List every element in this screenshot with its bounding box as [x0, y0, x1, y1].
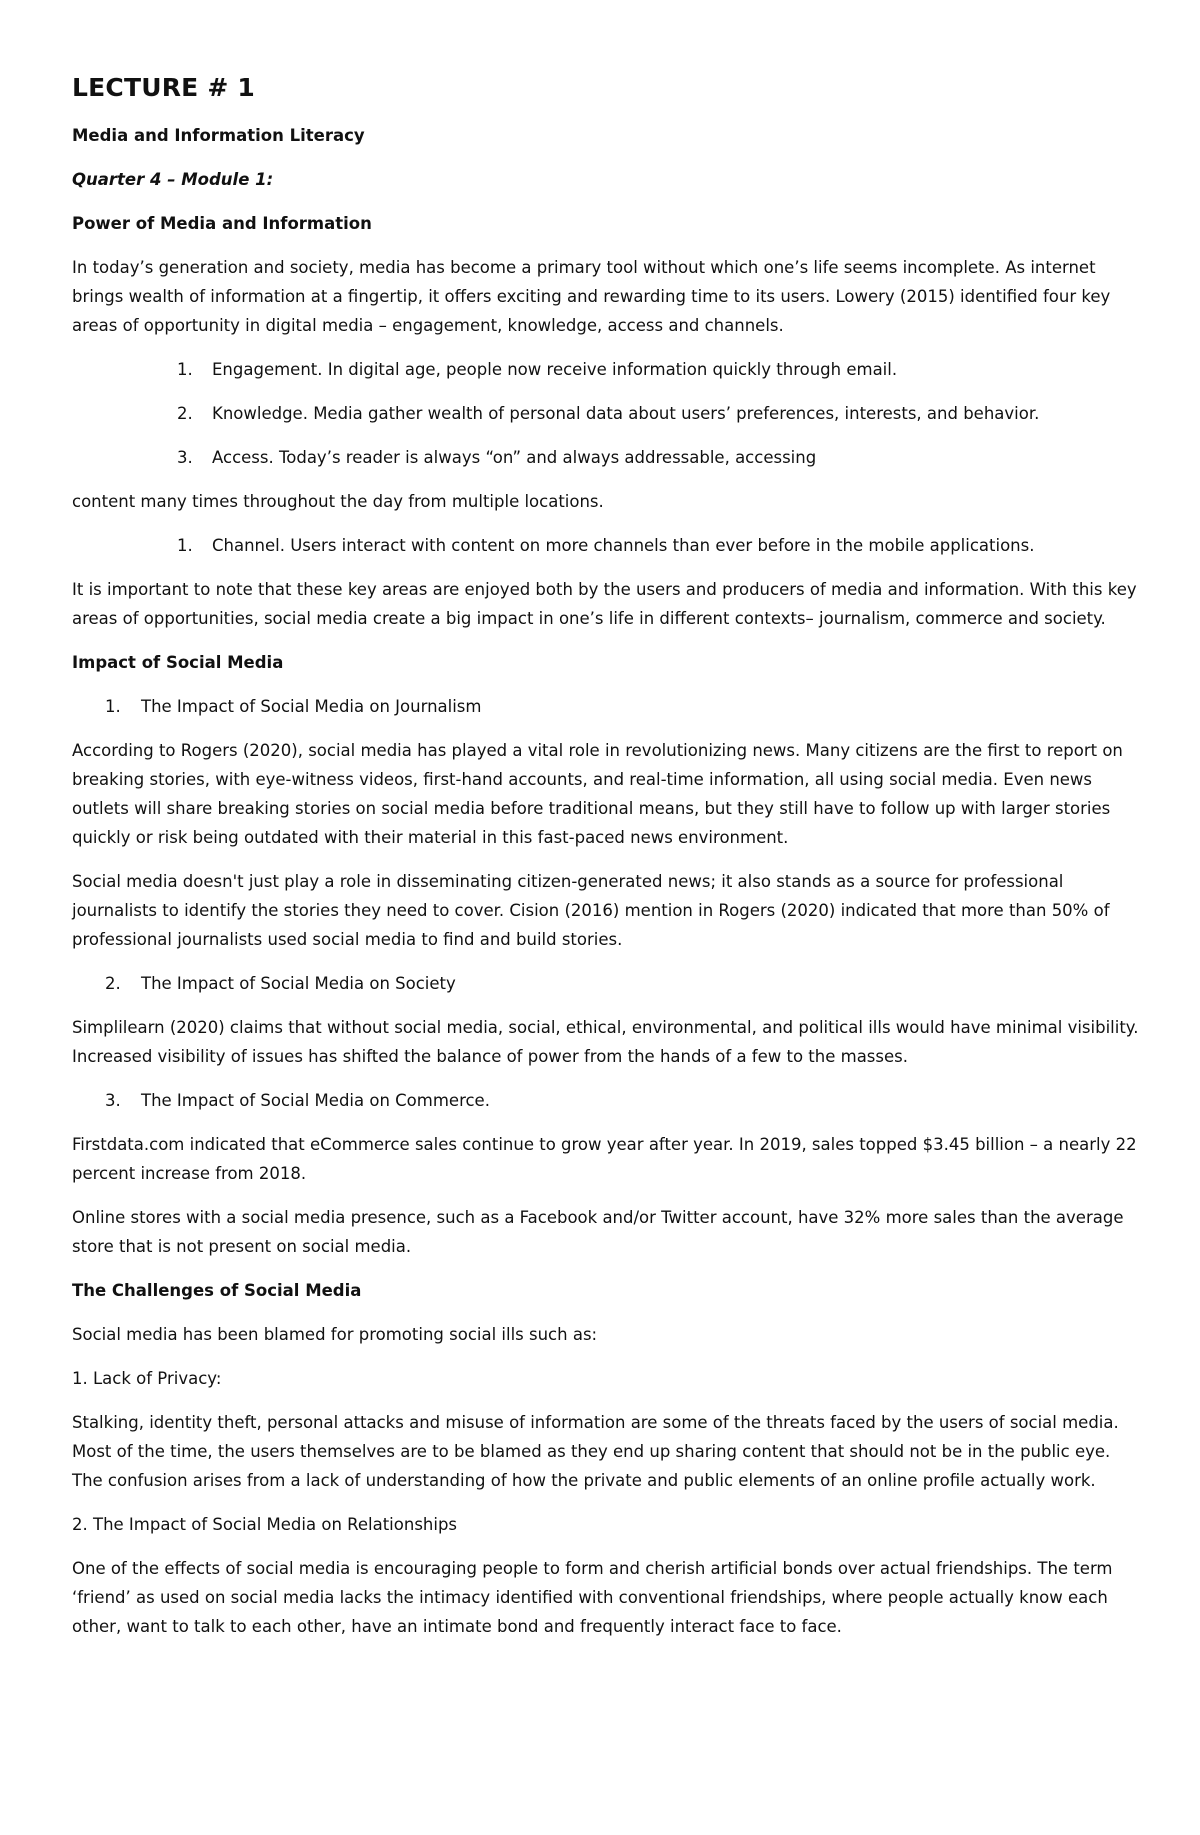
relationships-paragraph: One of the effects of social media is encouraging people to form and cherish artificial bonds over actual friendships. The term ‘friend’ as used on social media lacks the intimacy identified with conventional friendships, where people actually know each other, want to talk to each other, have an intimate bond and frequently interact face to face. — [72, 1559, 1113, 1636]
list-item-text: Engagement. In digital age, people now receive information quickly through email. — [212, 360, 898, 379]
list-number: 1. — [177, 536, 193, 555]
lecture-title: LECTURE # 1 — [72, 73, 255, 102]
list-item-engagement — [72, 355, 1140, 384]
commerce-paragraph-2: Online stores with a social media presence, such as a Facebook and/or Twitter account, have 32% more sales than the average store that is not present on social media. — [72, 1208, 1124, 1256]
list-number: 1. — [105, 697, 121, 716]
list-number: 1. — [177, 360, 193, 379]
list-item-channel — [72, 531, 1140, 560]
journalism-subheading — [72, 692, 1140, 721]
list-item-text: Channel. Users interact with content on more channels than ever before in the mobile applications. — [212, 536, 1035, 555]
course-title: Media and Information Literacy — [72, 126, 365, 145]
intro-paragraph: In today’s generation and society, media has become a primary tool without which one’s life seems incomplete. As internet brings wealth of information at a fingertip, it offers exciting and rewarding time to its users. Lowery (2015) identified four key areas of opportunity in digital media – engagement, knowledge, access and channels. — [72, 258, 1111, 335]
subheading-text: The Impact of Social Media on Commerce. — [141, 1091, 490, 1110]
commerce-paragraph-1: Firstdata.com indicated that eCommerce sales continue to grow year after year. In 2019, sales topped $3.45 billion – a nearly 22 percent increase from 2018. — [72, 1135, 1137, 1183]
society-paragraph: Simplilearn (2020) claims that without social media, social, ethical, environmental, and political ills would have minimal visibility. Increased visibility of issues has shifted the balance of power from the hands of a few to the masses. — [72, 1018, 1139, 1066]
list-number: 2. — [177, 404, 193, 423]
module-label: Quarter 4 – Module 1: — [72, 170, 274, 189]
challenges-intro: Social media has been blamed for promoting social ills such as: — [72, 1325, 598, 1344]
key-areas-paragraph: It is important to note that these key areas are enjoyed both by the users and producers of media and information. With this key areas of opportunities, social media create a big impact in one’s life in different contexts– journalism, commerce and society. — [72, 580, 1137, 628]
society-subheading — [72, 969, 1140, 998]
list-item-text: Access. Today’s reader is always “on” and always addressable, accessing — [212, 448, 817, 467]
privacy-subheading: 1. Lack of Privacy: — [72, 1369, 222, 1388]
challenges-heading: The Challenges of Social Media — [72, 1281, 362, 1300]
subheading-text: The Impact of Social Media on Society — [141, 974, 456, 993]
subheading-text: The Impact of Social Media on Journalism — [141, 697, 482, 716]
list-item-knowledge — [72, 399, 1140, 428]
list-number: 3. — [105, 1091, 121, 1110]
list-item-text: Knowledge. Media gather wealth of personal data about users’ preferences, interests, and behavior. — [212, 404, 1040, 423]
impact-heading: Impact of Social Media — [72, 653, 284, 672]
journalism-paragraph-2: Social media doesn't just play a role in disseminating citizen-generated news; it also stands as a source for professional journalists to identify the stories they need to cover. Cision (2016) mention in Rogers (2020) indicated that more than 50% of professional journalists used social media to find and build stories. — [72, 872, 1110, 949]
list-item-access — [72, 443, 1140, 472]
list-number: 3. — [177, 448, 193, 467]
topic-heading: Power of Media and Information — [72, 214, 372, 233]
privacy-paragraph: Stalking, identity theft, personal attacks and misuse of information are some of the threats faced by the users of social media. Most of the time, the users themselves are to be blamed as they end up sharing content that should not be in the public eye. The confusion arises from a lack of understanding of how the private and public elements of an online profile actually work. — [72, 1413, 1119, 1490]
relationships-subheading: 2. The Impact of Social Media on Relationships — [72, 1515, 458, 1534]
journalism-paragraph-1: According to Rogers (2020), social media has played a vital role in revolutionizing news. Many citizens are the first to report on breaking stories, with eye-witness videos, first-hand accounts, and real-time information, all using social media. Even news outlets will share breaking stories on social media before traditional means, but they still have to follow up with larger stories quickly or risk being outdated with their material in this fast-paced news environment. — [72, 741, 1123, 847]
commerce-subheading — [72, 1086, 1140, 1115]
list-number: 2. — [105, 974, 121, 993]
access-continuation: content many times throughout the day from multiple locations. — [72, 492, 604, 511]
